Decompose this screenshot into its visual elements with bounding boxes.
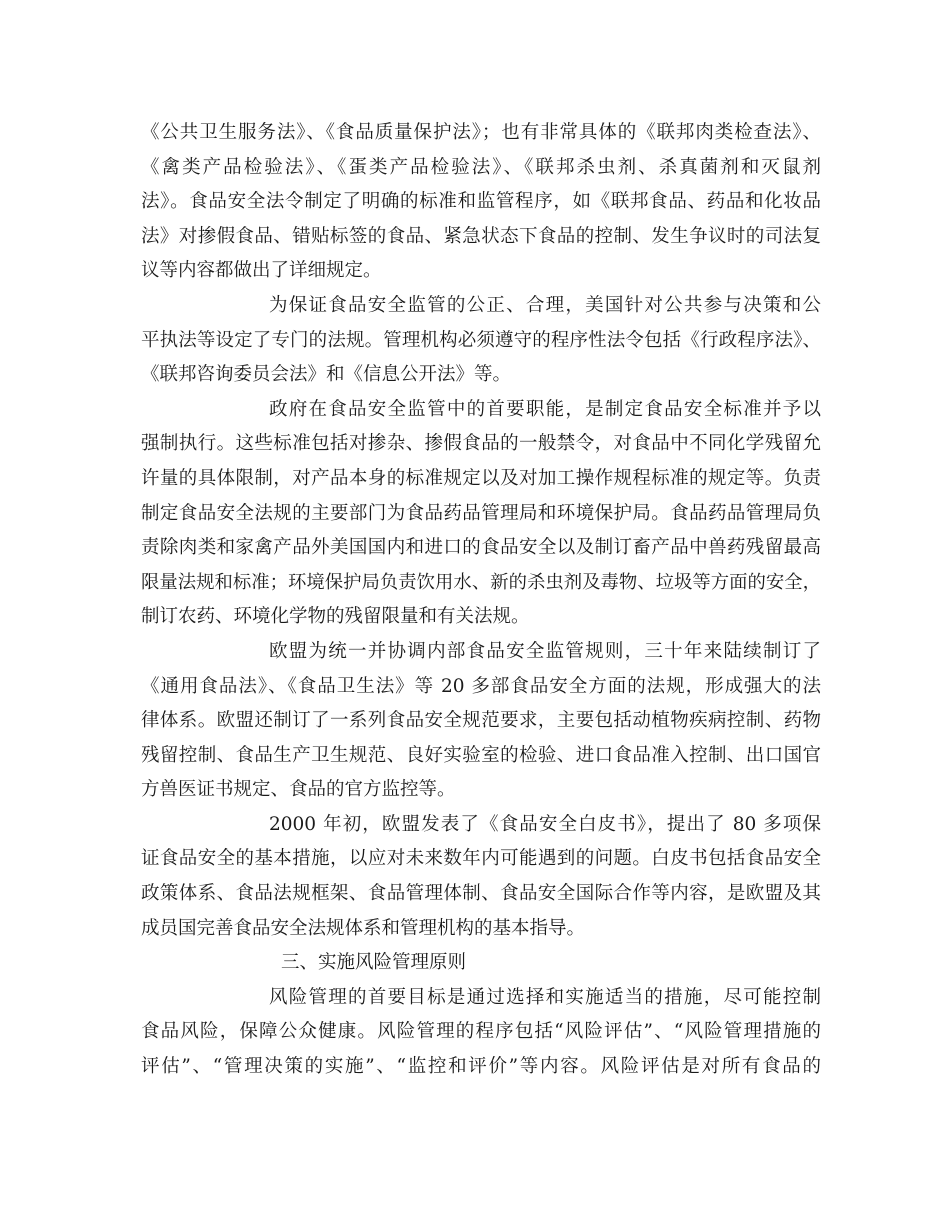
text-line: 责除肉类和家禽产品外美国国内和进口的食品安全以及制订畜产品中兽药残留最高 (141, 537, 821, 559)
text-line: 评估”、“管理决策的实施”、“监控和评价”等内容。风险评估是对所有食品的 (141, 1056, 821, 1078)
text-line: 《禽类产品检验法》、《蛋类产品检验法》、《联邦杀虫剂、杀真菌剂和灭鼠剂 (141, 156, 821, 178)
text-line: 《通用食品法》、《食品卫生法》等 20 多部食品安全方面的法规，形成强大的法 (141, 675, 821, 697)
text-line: 食品风险，保障公众健康。风险管理的程序包括“风险评估”、“风险管理措施的 (141, 1021, 821, 1043)
text-line: 限量法规和标准；环境保护局负责饮用水、新的杀虫剂及毒物、垃圾等方面的安全， (141, 571, 821, 593)
text-line: 律体系。欧盟还制订了一系列食品安全规范要求，主要包括动植物疾病控制、药物 (141, 710, 821, 732)
paragraph-start-line: 欧盟为统一并协调内部食品安全监管规则，三十年来陆续制订了 (269, 640, 821, 662)
text-line: 证食品安全的基本措施，以应对未来数年内可能遇到的问题。白皮书包括食品安全 (141, 848, 821, 870)
text-line: 强制执行。这些标准包括对掺杂、掺假食品的一般禁令，对食品中不同化学残留允 (141, 433, 821, 455)
text-line: 残留控制、食品生产卫生规范、良好实验室的检验、进口食品准入控制、出口国官 (141, 744, 821, 766)
text-line: 《联邦咨询委员会法》和《信息公开法》等。 (141, 364, 512, 386)
paragraph-start-line: 2000 年初，欧盟发表了《食品安全白皮书》，提出了 80 多项保 (269, 813, 821, 835)
text-line: 议等内容都做出了详细规定。 (141, 260, 382, 282)
text-line: 成员国完善食品安全法规体系和管理机构的基本指导。 (141, 917, 586, 939)
document-body (141, 116, 821, 1085)
text-line: 制订农药、环境化学物的残留限量和有关法规。 (141, 606, 530, 628)
paragraph-start-line: 政府在食品安全监管中的首要职能，是制定食品安全标准并予以 (269, 398, 821, 420)
text-line: 平执法等设定了专门的法规。管理机构必须遵守的程序性法令包括《行政程序法》、 (141, 329, 821, 351)
text-line: 许量的具体限制，对产品本身的标准规定以及对加工操作规程标准的规定等。负责 (141, 467, 821, 489)
text-line: 法》。食品安全法令制定了明确的标准和监管程序，如《联邦食品、药品和化妆品 (141, 191, 821, 213)
text-line: 法》对掺假食品、错贴标签的食品、紧急状态下食品的控制、发生争议时的司法复 (141, 225, 821, 247)
section-heading: 三、实施风险管理原则 (281, 952, 467, 974)
text-line: 政策体系、食品法规框架、食品管理体制、食品安全国际合作等内容，是欧盟及其 (141, 883, 821, 905)
paragraph-start-line: 风险管理的首要目标是通过选择和实施适当的措施，尽可能控制 (269, 986, 821, 1008)
text-line: 方兽医证书规定、食品的官方监控等。 (141, 779, 456, 801)
paragraph-start-line: 为保证食品安全监管的公正、合理，美国针对公共参与决策和公 (269, 294, 821, 316)
text-line: 制定食品安全法规的主要部门为食品药品管理局和环境保护局。食品药品管理局负 (141, 502, 821, 524)
text-line: 《公共卫生服务法》、《食品质量保护法》；也有非常具体的《联邦肉类检查法》、 (141, 122, 821, 143)
